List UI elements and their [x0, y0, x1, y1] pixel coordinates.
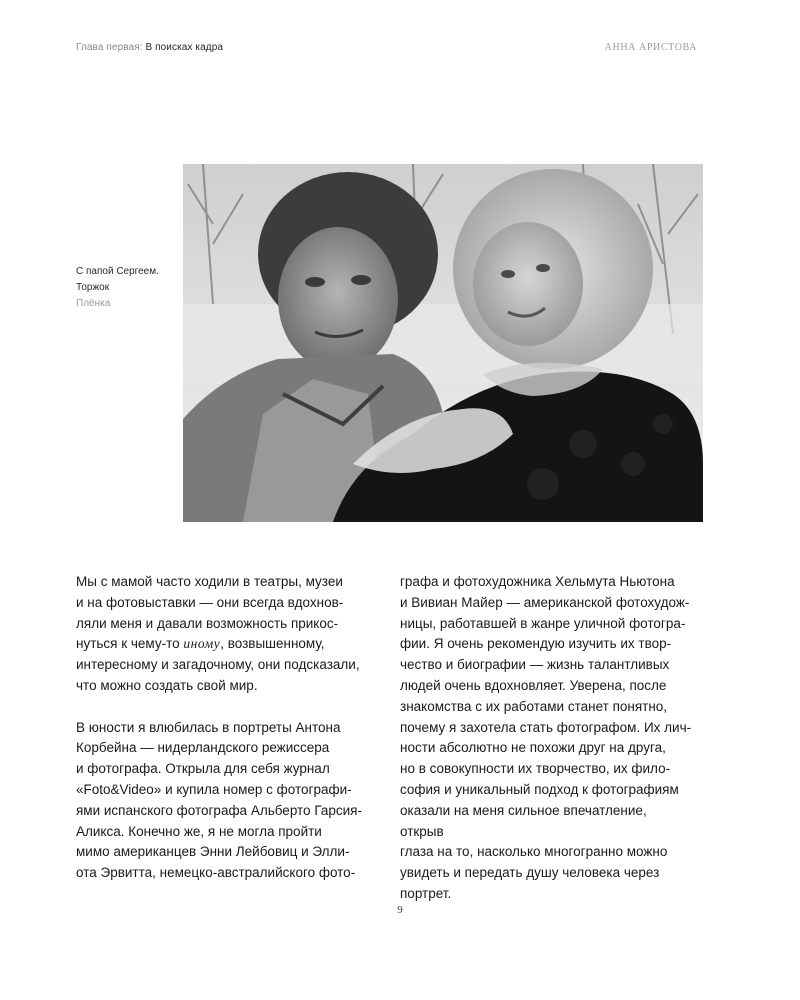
photo-caption — [76, 264, 176, 312]
photograph-image — [183, 164, 703, 522]
paragraph-2: В юности я влюбилась в портреты Антона Корбейна — нидерландского режиссера и фотографа. Открыла для себя журнал «Foto&Video» и купила номер с фотографи- ями испанского фотографа Альберто Гарсия- Аликса. Конечно же, я не могла пройти мимо американцев Энни Лейбовиц и Элли- ота Эрвитта, немецко-австралийского фото- — [76, 719, 362, 881]
page-number: 9 — [397, 904, 403, 916]
running-head-left — [76, 42, 223, 53]
caption-medium: Плёнка — [76, 298, 111, 309]
chapter-title: В поисках кадра — [145, 42, 224, 53]
running-head-author: АННА АРИСТОВА — [604, 42, 697, 53]
paragraph-1 — [76, 572, 368, 697]
body-column-right — [400, 572, 692, 905]
body-column-left — [76, 572, 368, 884]
paragraph-1-start: Мы с мамой часто ходили в театры, музеи и на фотовыставки — они всегда вдохнов- ляли меня и давали возможность прикос- нуться к чему-то — [76, 574, 344, 652]
paragraph-1-end: , возвышенному, интересному и загадочному, они подсказали, что можно создать свой мир. — [76, 636, 360, 693]
handwritten-word: иному — [183, 636, 221, 652]
chapter-label: Глава первая: — [76, 42, 146, 53]
caption-line-1: С папой Сергеем. — [76, 266, 159, 277]
paragraph-3: графа и фотохудожника Хельмута Ньютона и Вивиан Майер — американской фотохудож- ницы, работавшей в жанре уличной фотогра- фии. Я очень рекомендую изучить их твор- чество и биографии — жизнь талантливых людей очень вдохновляет. Уверена, после знакомства с их работами станет понятно, почему я захотела стать фотографом. Их лич- ности абсолютно не похожи друг на друга, но в совокупности их творчество, их фило- софия и уникальный подход к фотографиям оказали на меня сильное впечатление, открыв глаза на то, насколько многогранно можно увидеть и передать душу человека через портрет. — [400, 574, 692, 901]
photograph — [183, 164, 703, 522]
caption-line-2: Торжок — [76, 282, 110, 293]
